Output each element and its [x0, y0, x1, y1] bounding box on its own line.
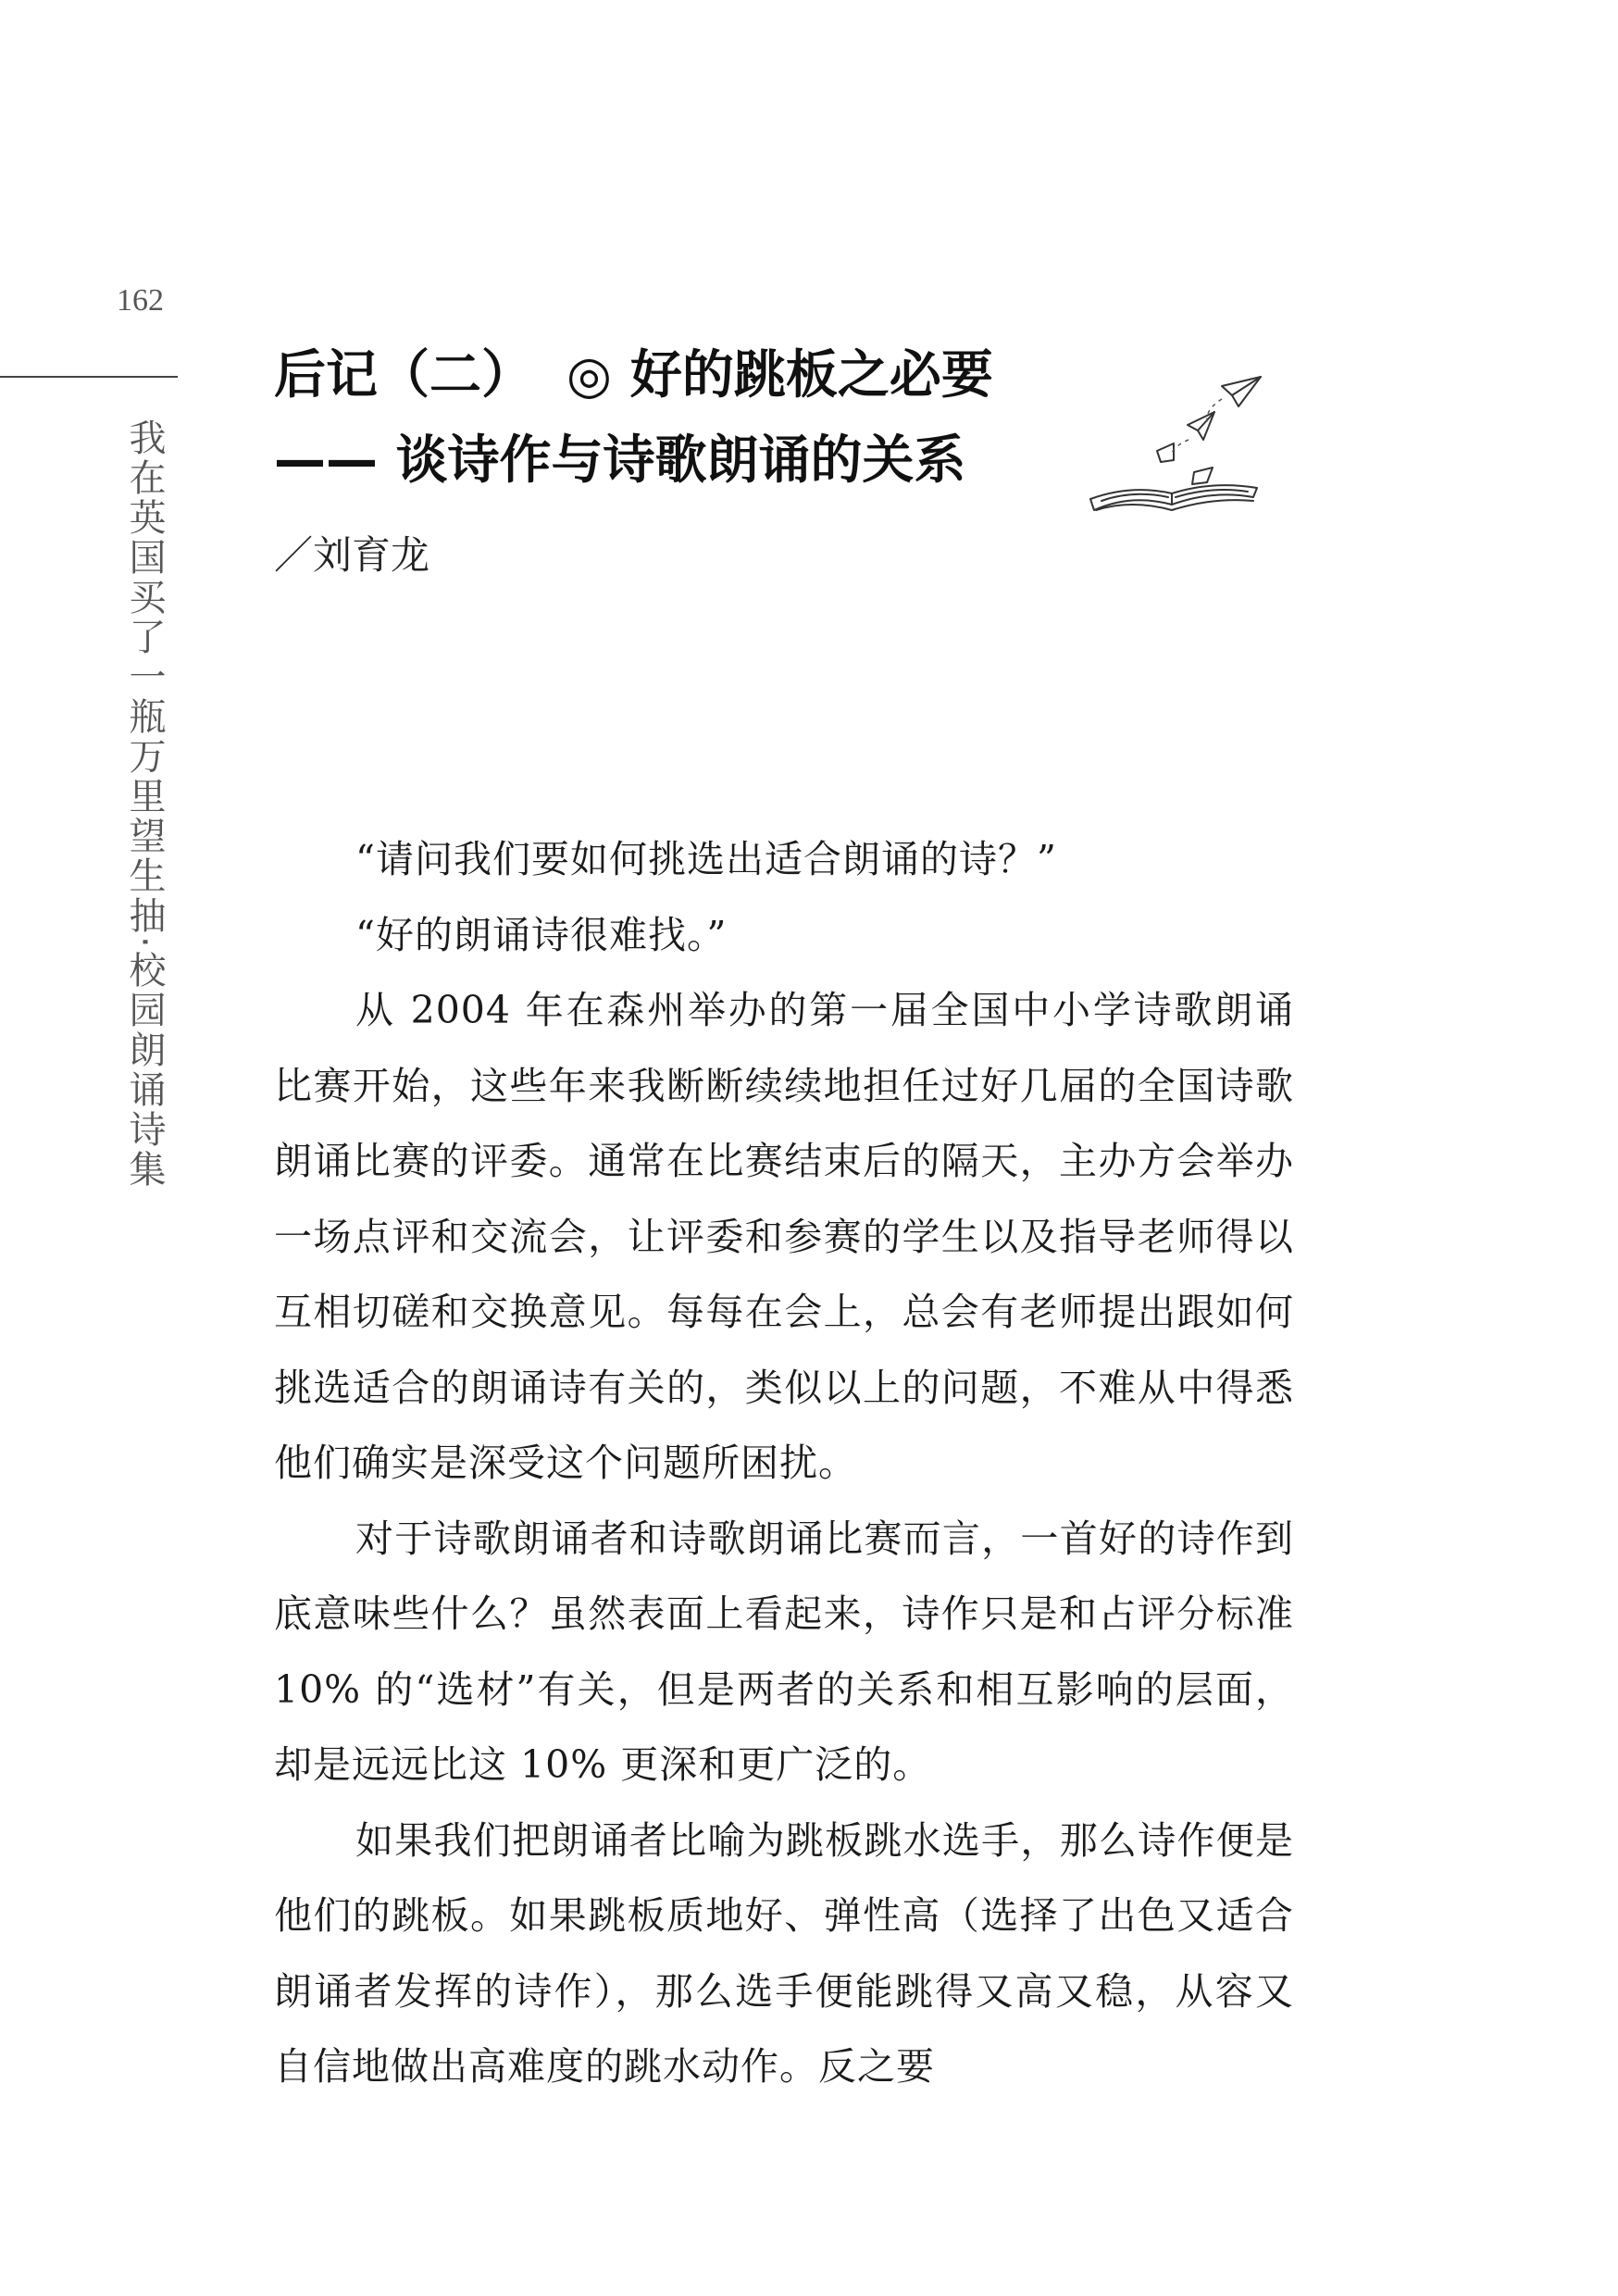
article-title: [274, 333, 993, 418]
page-number: 162: [117, 283, 164, 318]
running-book-title: 我在英国买了一瓶万里望生抽·校园朗诵诗集: [123, 418, 166, 1190]
paragraph-4: 对于诗歌朗诵者和诗歌朗诵比赛而言，一首好的诗作到底意味些什么？虽然表面上看起来，诗作只是和占评分标准 10% 的“选材”有关，但是两者的关系和相互影响的层面，却是远远比这 10% 更深和更广泛的。: [274, 1516, 1294, 1787]
paragraph-5: 如果我们把朗诵者比喻为跳板跳水选手，那么诗作便是他们的跳板。如果跳板质地好、弹性高（选择了出色又适合朗诵者发挥的诗作），那么选手便能跳得又高又稳，从容又自信地做出高难度的跳水动作。反之要: [274, 1817, 1294, 2089]
title-main: 好的跳板之必要: [629, 345, 993, 406]
margin-rule: [0, 376, 178, 378]
author-byline: ／刘育龙: [274, 532, 430, 578]
article-subtitle: —— 谈诗作与诗歌朗诵的关系: [274, 430, 966, 491]
article-body: [274, 822, 1294, 2105]
paragraph-3: 从 2004 年在森州举办的第一届全国中小学诗歌朗诵比赛开始，这些年来我断断续续地担任过好几届的全国诗歌朗诵比赛的评委。通常在比赛结束后的隔天，主办方会举办一场点评和交流会，让评委和参赛的学生以及指导老师得以互相切磋和交换意见。每每在会上，总会有老师提出跟如何挑选适合的朗诵诗有关的，类似以上的问题，不难从中得悉他们确实是深受这个问题所困扰。: [274, 988, 1294, 1485]
book-with-paper-planes-icon: [1083, 375, 1273, 518]
paragraph-1: “请问我们要如何挑选出适合朗诵的诗？”: [355, 837, 1057, 881]
title-prefix: 后记（二）: [274, 345, 533, 406]
article-title-block: [274, 333, 993, 504]
double-circle-icon: ◎: [566, 345, 612, 406]
paragraph-2: “好的朗诵诗很难找。”: [355, 912, 728, 957]
